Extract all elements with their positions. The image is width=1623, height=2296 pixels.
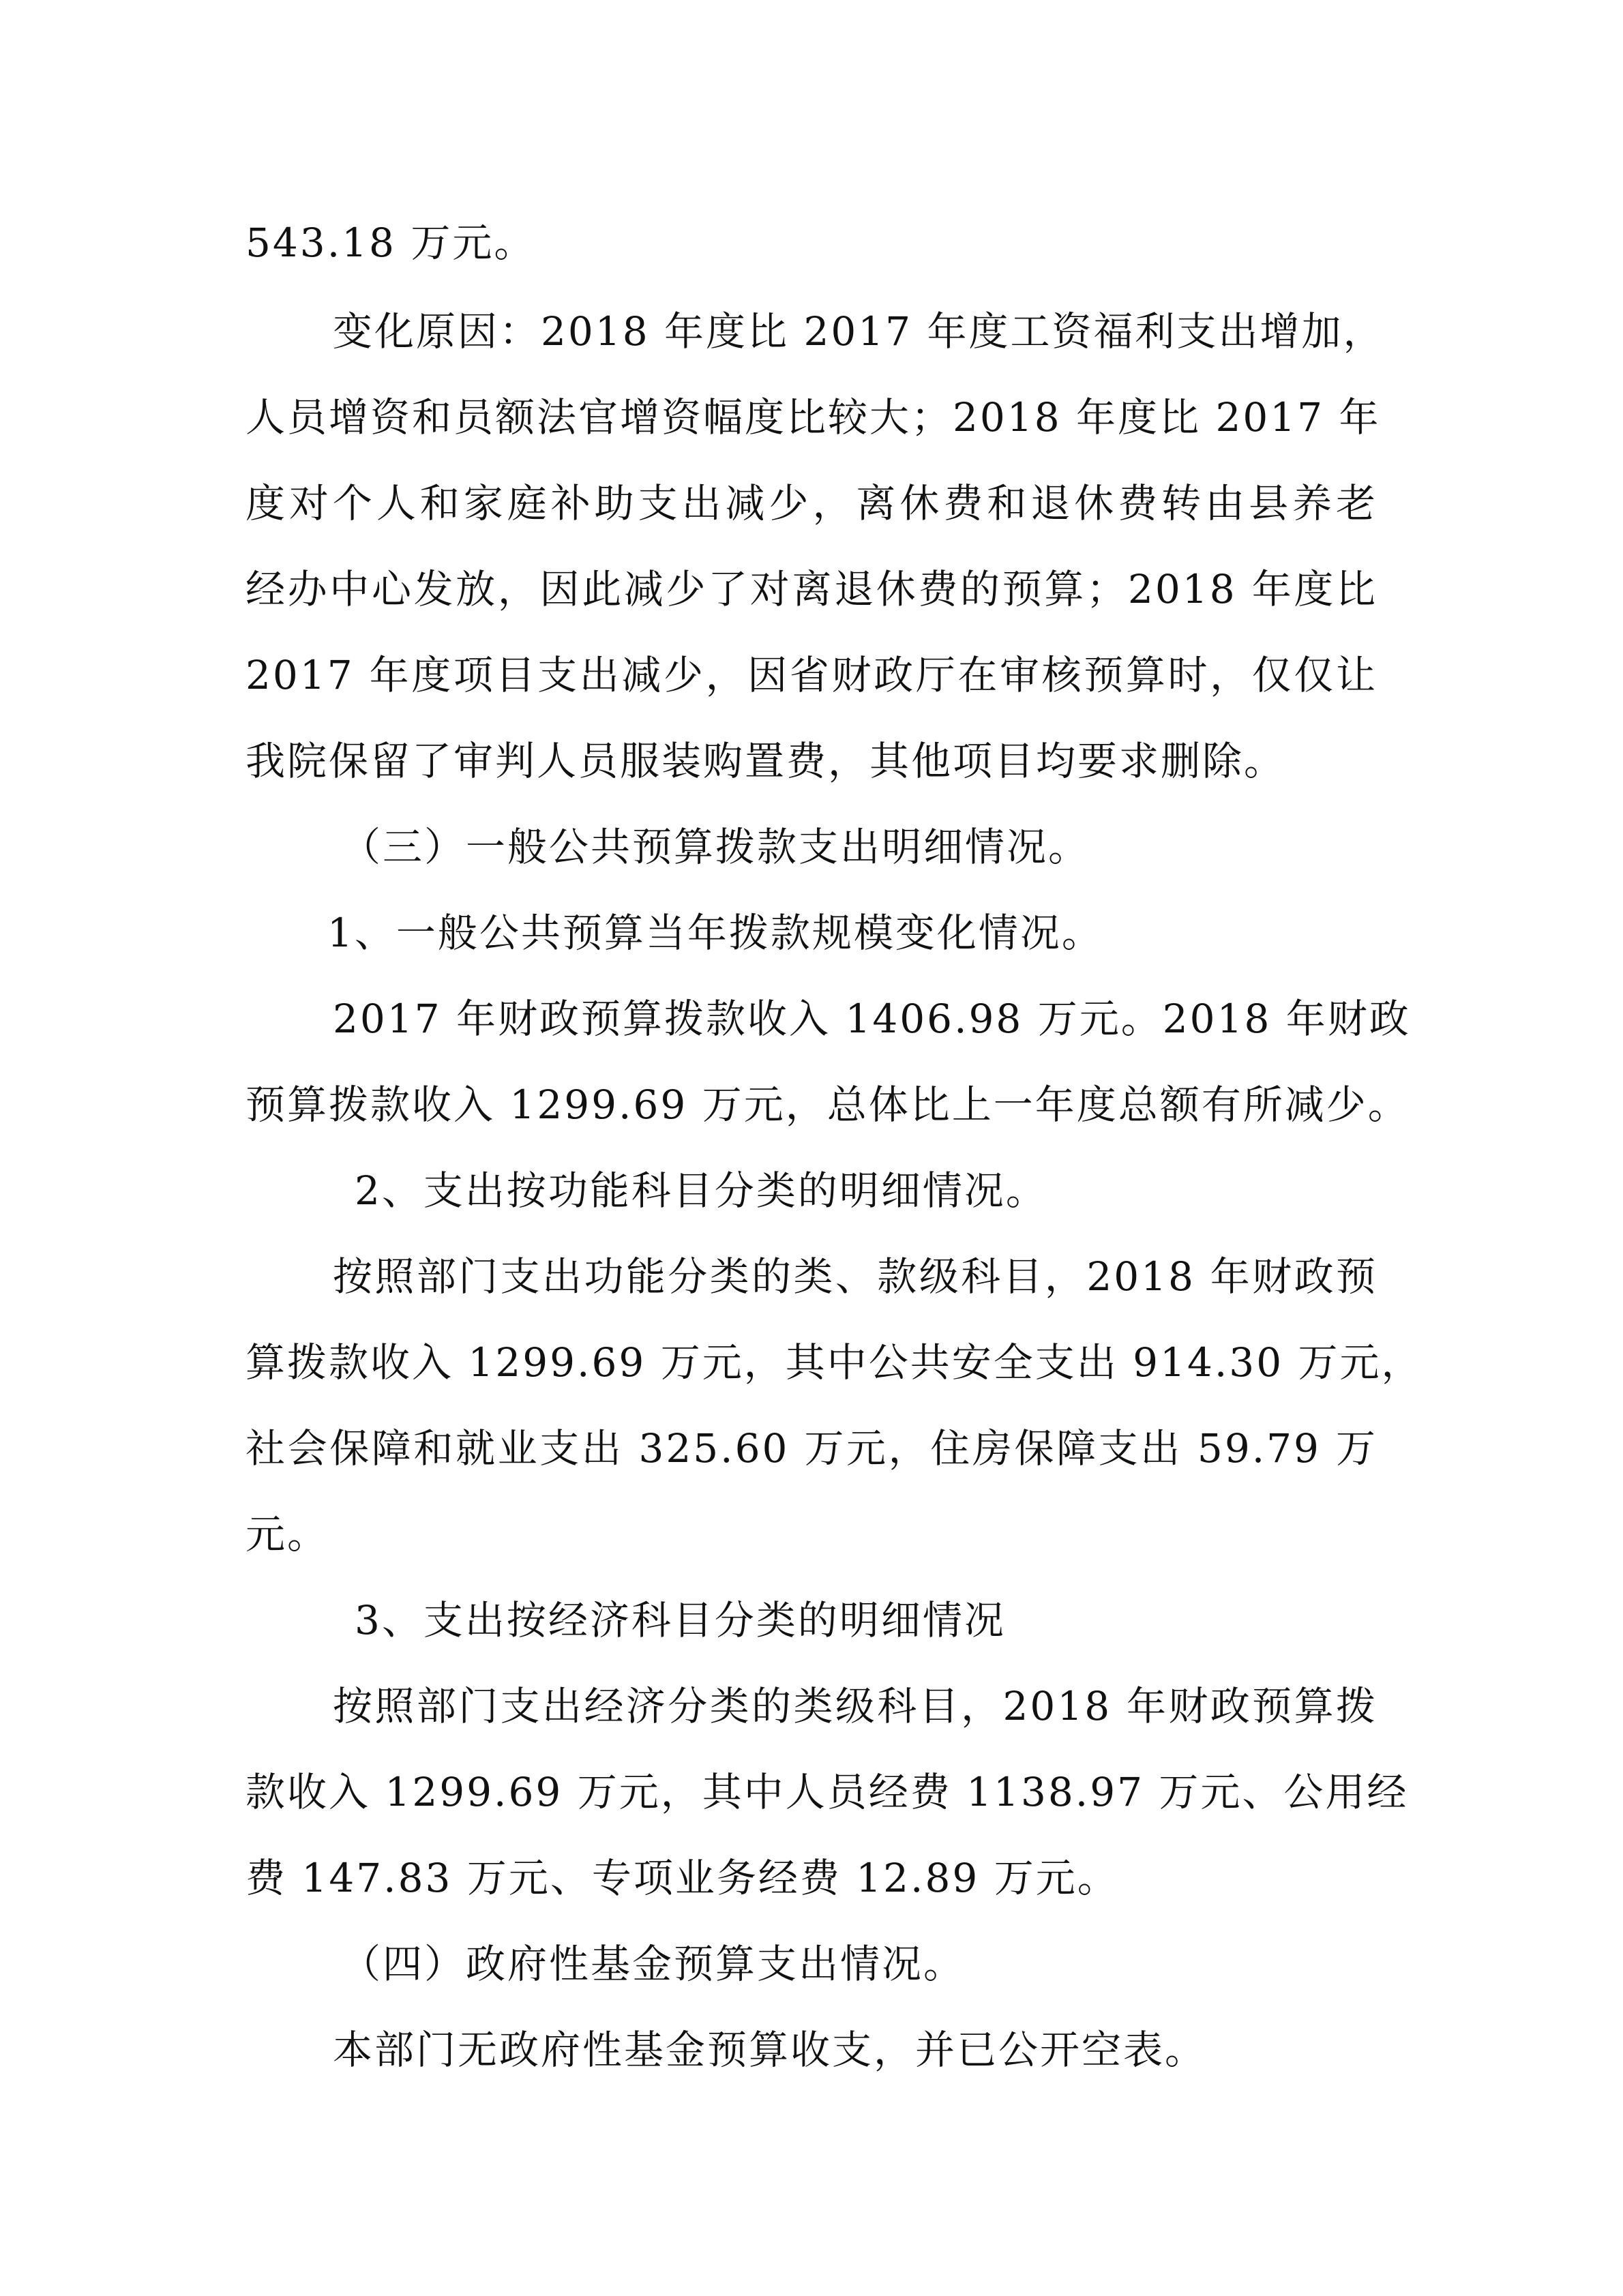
text-line-4: 度对个人和家庭补助支出减少，离休费和退休费转由县养老	[245, 480, 1378, 526]
section-heading-3: （三）一般公共预算拨款支出明细情况。	[341, 824, 1090, 870]
text-line-10: 2017 年财政预算拨款收入 1406.98 万元。2018 年财政	[333, 996, 1411, 1042]
text-line-13: 按照部门支出功能分类的类、款级科目，2018 年财政预	[333, 1253, 1378, 1300]
text-line-1: 543.18 万元。	[245, 220, 536, 266]
text-line-22: 本部门无政府性基金预算收支，并已公开空表。	[333, 2027, 1207, 2073]
text-line-5: 经办中心发放，因此减少了对离退休费的预算；2018 年度比	[245, 566, 1378, 612]
subheading-3: 3、支出按经济科目分类的明细情况	[355, 1597, 1006, 1643]
text-line-16: 元。	[245, 1511, 329, 1557]
text-line-19: 款收入 1299.69 万元，其中人员经费 1138.97 万元、公用经	[245, 1769, 1409, 1815]
text-line-2: 变化原因：2018 年度比 2017 年度工资福利支出增加，	[333, 308, 1385, 355]
text-line-3: 人员增资和员额法官增资幅度比较大；2018 年度比 2017 年	[245, 394, 1381, 441]
text-line-7: 我院保留了审判人员服装购置费，其他项目均要求删除。	[245, 738, 1286, 784]
text-line-14: 算拨款收入 1299.69 万元，其中公共安全支出 914.30 万元，	[245, 1339, 1423, 1386]
section-heading-4: （四）政府性基金预算支出情况。	[341, 1941, 966, 1987]
subheading-1: 1、一般公共预算当年拨款规模变化情况。	[327, 910, 1103, 956]
text-line-20: 费 147.83 万元、专项业务经费 12.89 万元。	[245, 1855, 1119, 1901]
text-line-6: 2017 年度项目支出减少，因省财政厅在审核预算时，仅仅让	[245, 652, 1378, 698]
subheading-2: 2、支出按功能科目分类的明细情况。	[355, 1167, 1047, 1214]
text-line-15: 社会保障和就业支出 325.60 万元，住房保障支出 59.79 万	[245, 1425, 1378, 1472]
text-line-11: 预算拨款收入 1299.69 万元，总体比上一年度总额有所减少。	[245, 1082, 1410, 1128]
text-line-18: 按照部门支出经济分类的类级科目，2018 年财政预算拨	[333, 1683, 1378, 1729]
